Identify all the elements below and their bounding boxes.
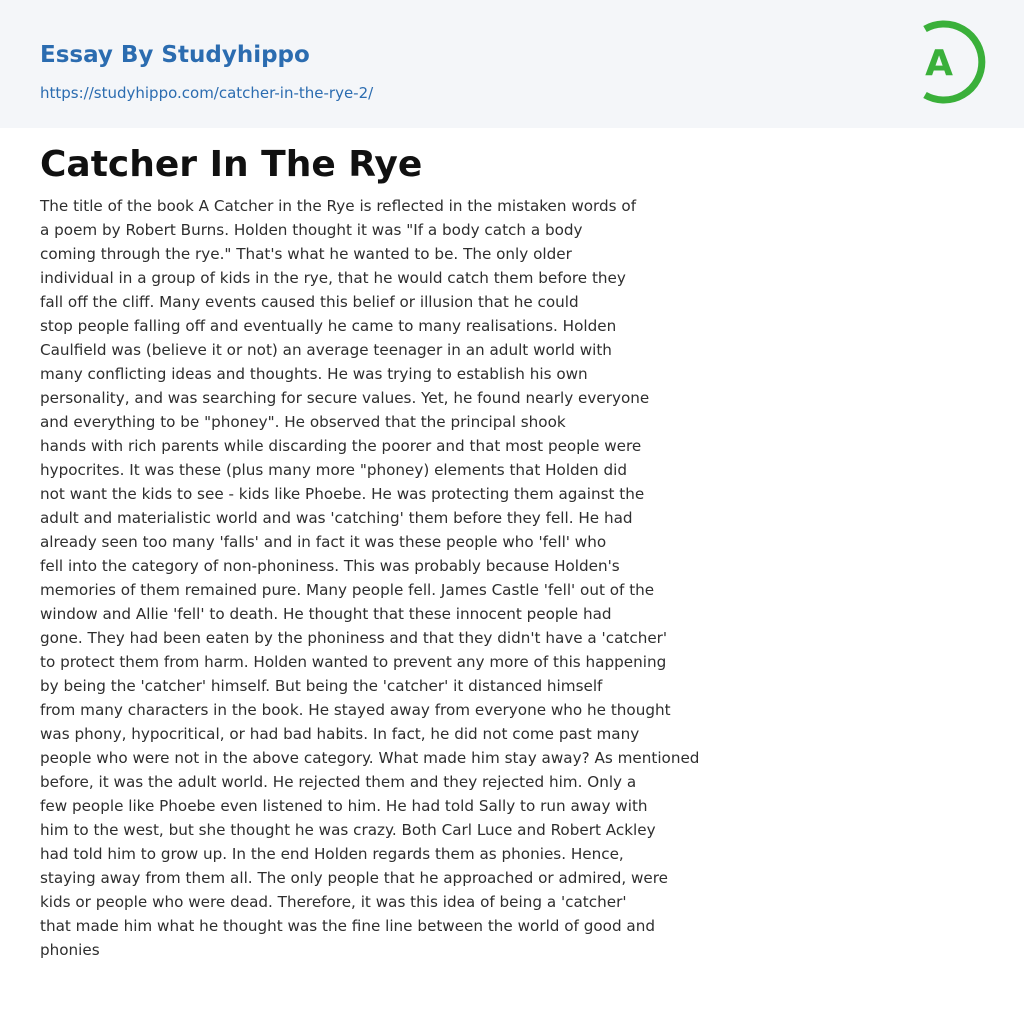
essay-line: to protect them from harm. Holden wanted to prevent any more of this happening xyxy=(40,653,667,671)
essay-line: already seen too many 'falls' and in fact it was these people who 'fell' who xyxy=(40,533,607,551)
essay-title: Catcher In The Rye xyxy=(40,144,423,185)
essay-line: adult and materialistic world and was 'catching' them before they fell. He had xyxy=(40,509,633,527)
essay-line: The title of the book A Catcher in the Rye is reflected in the mistaken words of xyxy=(40,197,637,215)
essay-line: him to the west, but she thought he was crazy. Both Carl Luce and Robert Ackley xyxy=(40,821,656,839)
essay-line: gone. They had been eaten by the phoniness and that they didn't have a 'catcher' xyxy=(40,629,668,647)
essay-line: by being the 'catcher' himself. But being the 'catcher' it distanced himself xyxy=(40,677,603,695)
essay-line: had told him to grow up. In the end Holden regards them as phonies. Hence, xyxy=(40,845,624,863)
essay-line: coming through the rye." That's what he wanted to be. The only older xyxy=(40,245,572,263)
essay-line: was phony, hypocritical, or had bad habits. In fact, he did not come past many xyxy=(40,725,640,743)
essay-line: Caulfield was (believe it or not) an average teenager in an adult world with xyxy=(40,341,612,359)
essay-line: hands with rich parents while discarding the poorer and that most people were xyxy=(40,437,642,455)
essay-line: fall off the cliff. Many events caused this belief or illusion that he could xyxy=(40,293,579,311)
essay-line: few people like Phoebe even listened to him. He had told Sally to run away with xyxy=(40,797,648,815)
essay-line: fell into the category of non-phoniness. This was probably because Holden's xyxy=(40,557,620,575)
essay-body xyxy=(40,194,770,962)
essay-line: stop people falling off and eventually he came to many realisations. Holden xyxy=(40,317,617,335)
essay-line: and everything to be "phoney". He observed that the principal shook xyxy=(40,413,566,431)
source-url-link[interactable]: https://studyhippo.com/catcher-in-the-rye-2/ xyxy=(40,84,374,102)
page-header xyxy=(0,0,1024,128)
essay-line: hypocrites. It was these (plus many more "phoney) elements that Holden did xyxy=(40,461,627,479)
logo-letter: A xyxy=(925,43,953,84)
essay-line: people who were not in the above category. What made him stay away? As mentioned xyxy=(40,749,700,767)
essay-line: memories of them remained pure. Many people fell. James Castle 'fell' out of the xyxy=(40,581,655,599)
essay-line: staying away from them all. The only people that he approached or admired, were xyxy=(40,869,669,887)
essay-line: kids or people who were dead. Therefore, it was this idea of being a 'catcher' xyxy=(40,893,627,911)
essay-line: phonies xyxy=(40,941,100,959)
studyhippo-logo-icon[interactable] xyxy=(912,19,986,105)
essay-line: window and Allie 'fell' to death. He thought that these innocent people had xyxy=(40,605,612,623)
essay-line: personality, and was searching for secure values. Yet, he found nearly everyone xyxy=(40,389,650,407)
essay-line: from many characters in the book. He stayed away from everyone who he thought xyxy=(40,701,671,719)
essay-line: before, it was the adult world. He rejected them and they rejected him. Only a xyxy=(40,773,637,791)
essay-line: not want the kids to see - kids like Phoebe. He was protecting them against the xyxy=(40,485,645,503)
brand-title: Essay By Studyhippo xyxy=(40,42,310,68)
essay-line: a poem by Robert Burns. Holden thought it was "If a body catch a body xyxy=(40,221,583,239)
essay-line: that made him what he thought was the fine line between the world of good and xyxy=(40,917,655,935)
essay-line: individual in a group of kids in the rye, that he would catch them before they xyxy=(40,269,626,287)
essay-line: many conflicting ideas and thoughts. He was trying to establish his own xyxy=(40,365,588,383)
